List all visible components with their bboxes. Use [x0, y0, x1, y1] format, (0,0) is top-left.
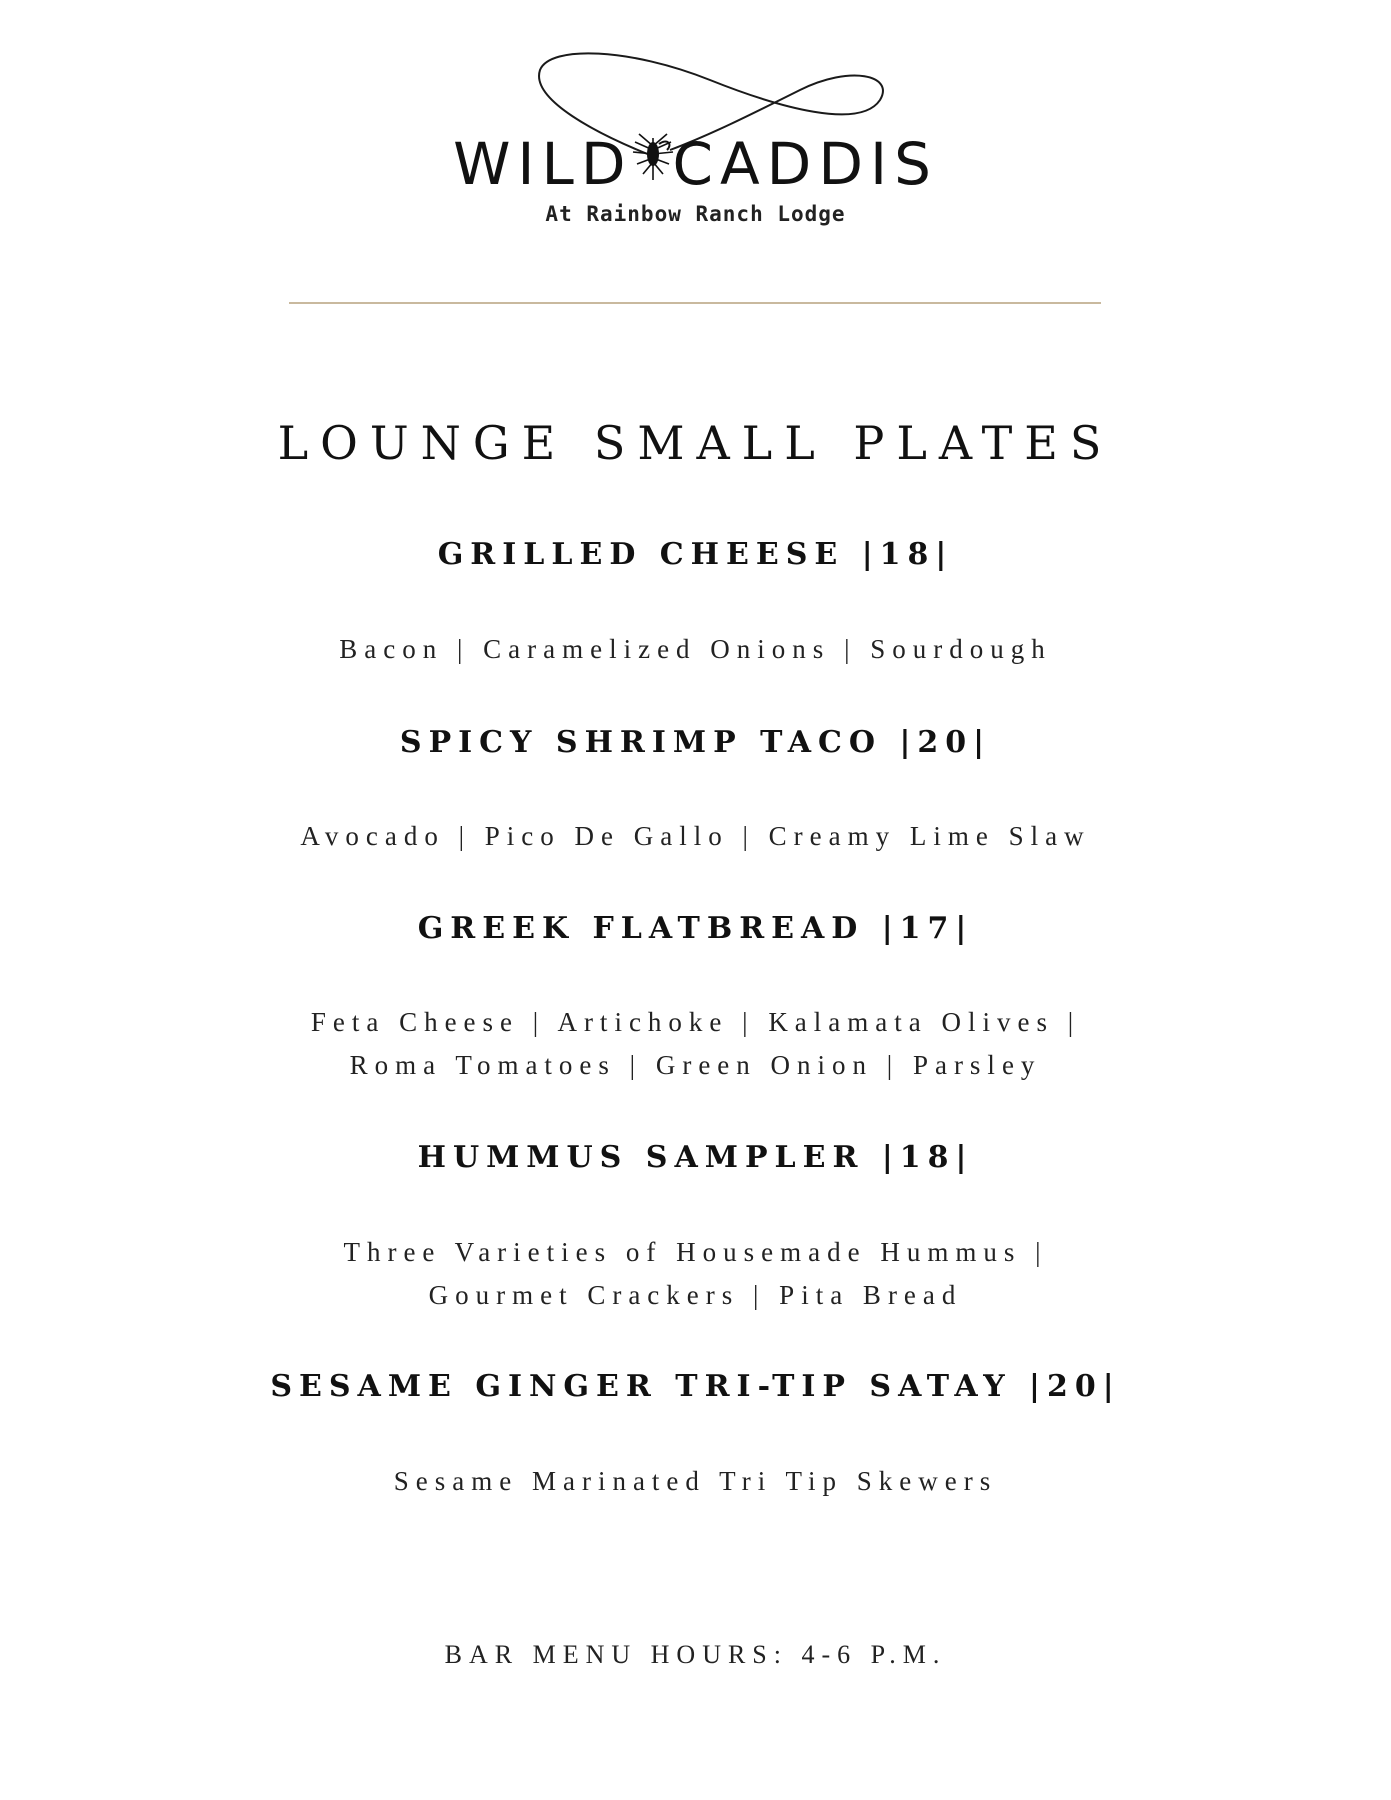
- menu-item-description: [0, 815, 1391, 858]
- logo: [0, 40, 1391, 240]
- menu-item-description: [0, 628, 1391, 671]
- menu-item-description: [0, 1231, 1391, 1317]
- menu-title: LOUNGE SMALL PLATES: [277, 416, 1114, 470]
- menu-item-name: GRILLED CHEESE |18|: [437, 537, 954, 572]
- logo-subtitle: At Rainbow Ranch Lodge: [545, 202, 846, 226]
- menu-item-description-line: Three Varieties of Housemade Hummus |: [343, 1237, 1048, 1267]
- logo-title-right: CADDIS: [672, 130, 938, 198]
- caddis-fly-icon: [631, 132, 675, 188]
- logo-title: [0, 130, 1391, 198]
- menu-item-description-line: Sesame Marinated Tri Tip Skewers: [393, 1466, 998, 1496]
- menu-item-description-line: Feta Cheese | Artichoke | Kalamata Olives |: [310, 1007, 1081, 1037]
- menu-item-name: SESAME GINGER TRI-TIP SATAY |20|: [270, 1369, 1121, 1404]
- menu-item-description: [0, 1460, 1391, 1503]
- menu-item-description-line: Gourmet Crackers | Pita Bread: [428, 1280, 963, 1310]
- menu-item-description-line: Bacon | Caramelized Onions | Sourdough: [339, 634, 1052, 664]
- menu-item-name: HUMMUS SAMPLER |18|: [417, 1140, 974, 1175]
- logo-title-left: WILD: [453, 130, 633, 198]
- menu-item-name: GREEK FLATBREAD |17|: [417, 911, 974, 946]
- menu-item-description-line: Avocado | Pico De Gallo | Creamy Lime Slaw: [300, 821, 1091, 851]
- menu-item-description-line: Roma Tomatoes | Green Onion | Parsley: [349, 1050, 1042, 1080]
- menu-item-description: [0, 1001, 1391, 1087]
- header-divider: [289, 302, 1101, 304]
- bar-menu-hours: BAR MENU HOURS: 4-6 P.M.: [444, 1640, 947, 1669]
- menu-item-name: SPICY SHRIMP TACO |20|: [399, 725, 992, 760]
